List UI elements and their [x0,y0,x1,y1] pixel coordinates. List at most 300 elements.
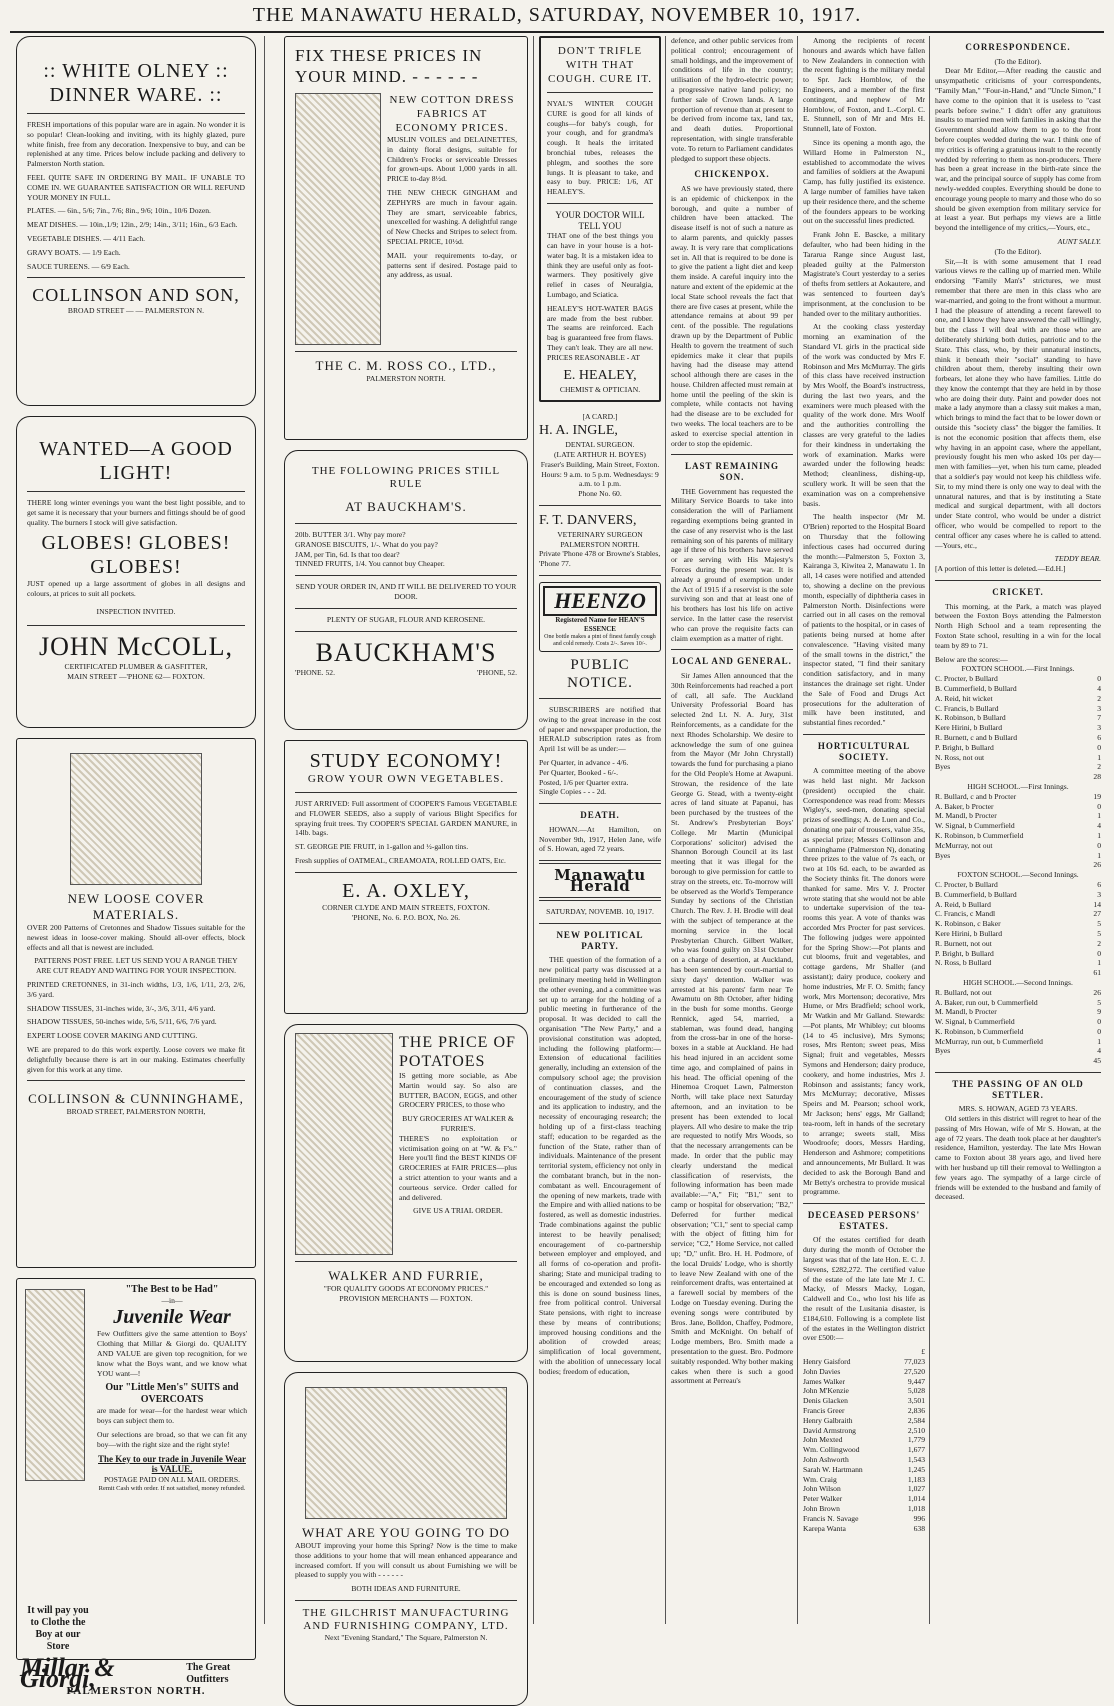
estate-row-value: 1,018 [907,1503,925,1513]
score-row-label: A. Baker, run out, b Cummerfield [935,997,1038,1007]
olney-title: :: WHITE OLNEY :: DINNER WARE. :: [43,60,229,106]
score-row [935,939,1101,949]
score-row-label: K. Robinson, c Baker [935,919,1001,929]
party-body: THE question of the formation of a new political party was discussed at a preliminary meeting held in Wellington the other evening, and a committee was set up to arrange for the holding of a public meeting in furtherance of the proposal. It was decided to call the organisation "The New Party," and a provisional constitution was adopted, including the following platform:—Extension of educational facilities generally, including an extension of the compulsory school age; the provision of continuation classes, and the encouragement of the study of science and its application to industry, and the necessity of encouraging research; the holding up of a first-class teaching staff; education to be regarded as the function of the State, rather than of individuals. Maintenance of the present territorial system, efficiency not only in the combatant branch, but in the non-combatant as well. Encouragement of the opening of new markets, trade with the Empire and with allied nations to be fostered, as well as domestic industries. Trade combinations against the public interest to be heavily penalised; encouragement of co-partnership between employer and employed, and all forms of co-operation and profit-sharing; State and municipal trading to be encouraged and extended so long as this is done on sound business lines, free from political control. Universal State pensions, with right to increase these by means of contributions; improved housing conditions and the abolition of crowded areas; simplification of local government, with the abolition of unnecessary local bodies; freedom of education, [539,955,661,1376]
horticultural-heading: HORTICULTURAL SOCIETY. [817,740,911,762]
cover-title: NEW LOOSE COVER MATERIALS. [67,891,205,922]
estate-row [803,1406,925,1416]
ross-check: THE NEW CHECK GINGHAM and ZEPHYRS are much in favour again. They are smart, serviceable fabrics, unexcelled for washing. A delightful range of New Checks and Stripes to select from. SPECIAL PRICE, 10½d. [387,187,517,246]
willard-home-para: Since its opening a month ago, the Willard Home in Palmerston N., established to accommodate the wives and families of soldiers at the Awapuni Camp, has fully justified its existence. A large number of families have taken up their residence there, and the scheme of the founders appears to be working out on the successful lines predicted. [803,137,925,226]
ross-mail: MAIL your requirements to-day, or patterns sent if desired. Postage paid to any address, as usual. [387,250,517,280]
column-rule [665,36,666,1624]
estate-row-label: John Mexted [803,1435,843,1445]
heenzo-ad [539,582,661,652]
bauckham-plenty: PLENTY OF SUGAR, FLOUR AND KEROSENE. [326,614,486,624]
letter-2: Sir,—It is with some amusement that I read various views re the calling up of married men. While endorsing "Family Man's" strictures, we must remember that there are men in this class who are war-married, and going to the front without a murmur. I had the pleasure of attending a recent farewell to one, and I know they have answered the call willingly, but the class I will deal with are those who are deliberately shirking both duties, patriotic and to the State. This class, who, by their unnatural instincts, think it beneath their "social" standing to have children about them, thereby insulting their own forbears, let alone they who have families. Little do they know the contempt that they are held in by those who are doing their duty. Paint and powder does not make a lady anymore than a classy suit makes a man, which brings to mind the fact that to be lower down or outside this "society class" the bigger the families. It is not the economic position that affects them, else why having in an appoint case, where the appellant, previously fought his men who asked 10s per day—men with families—yet, when his turn came, pleaded that a soldier's pay would not keep his childless wife. Sir, to my mind there is only one way to deal with the unnatural natures, and that is by instituting a State medical and surgical department, with all doctors under State control, who would be under a district officer, who would be compelled to report to the central officer any cases where he is called to attend.—Yours, etc., [935,256,1101,550]
estate-row-value: 638 [913,1523,925,1533]
estate-row-value: 1,677 [907,1445,925,1455]
estate-row-label: Henry Gaisford [803,1356,851,1366]
olney-shop: COLLINSON AND SON, [32,285,240,306]
notice-rate-3: Posted, 1/6 per Quarter extra. [539,777,629,787]
estate-row [803,1494,925,1504]
score-row-label: Byes [935,762,951,772]
gilchrist-ad [284,1372,528,1706]
score-row [935,998,1101,1008]
potatoes-body: IS getting more sociable, as Abe Martin would say. So also are BUTTER, BACON, EGGS, and other GROCERY PRICES, to those who [399,1071,517,1110]
estate-row-value: 27,520 [904,1366,925,1376]
ingle-name: H. A. INGLE, [539,423,618,439]
score-row-label: M. Mandl, b Procter [935,811,997,821]
ross-title: FIX THESE PRICES IN YOUR MIND. - - - - - - [295,46,483,86]
olney-address: BROAD STREET — — PALMERSTON N. [67,306,205,316]
score-row-value: 19 [1093,791,1101,801]
oxley-address: CORNER CLYDE AND MAIN STREETS, FOXTON. [322,902,490,912]
danvers-sub: VETERINARY SURGEON [557,529,643,539]
score-row-label: B. Cummerfield, b Bullard [935,889,1017,899]
healey-bags: HEALEY'S HOT-WATER BAGS are made from the best rubber. The seams are reinforced. Each bag is guaranteed free from flaws. They can't leak. They are all new. PRICES REASONABLE - AT [547,303,653,362]
pound-sign: £ [921,1347,925,1357]
public-notice-title: PUBLIC NOTICE. [567,657,633,692]
score-row-value: 3 [1097,723,1101,733]
party-heading: NEW POLITICAL PARTY. [556,930,644,951]
passing-body: Old settlers in this district will regret to hear of the passing of Mrs Howan, wife of Mr S. Howan, at the age of 72 years. The death took place at her daughter's residence, Hamilton, yesterday. The late Mrs Howan came to Foxton about 38 years ago, and lived here with her husband up till their removal to Wellington a few years ago. The sympathy of a large circle of friends will be extended to the husband and family of deceased. [935,1114,1101,1202]
ross-address: PALMERSTON NORTH. [366,374,446,383]
honours-para: Among the recipients of recent honours and awards which have fallen to New Zealanders in connection with the recent fighting is the military medal to Spr. Jack Hornblow, of the Engineers, and a member of the first contingent, and nephew of Mr Hornblow, of Foxton, and L.-Corpl. C. E. Stunnell, son of Mr and Mrs H. Stunnell, late of Foxton. [803,36,925,134]
masthead: THE MANAWATU HERALD, SATURDAY, NOVEMBER 10, 1917. [252,4,862,26]
estate-row-label: Francis N. Savage [803,1513,859,1523]
score-row-value: 27 [1093,909,1101,919]
estate-row-label: Sarah W. Hartmann [803,1464,863,1474]
olney-meat: MEAT DISHES. — 10in.,1/9; 12in., 2/9; 14in., 3/11; 16in., 6/3 Each. [27,220,238,230]
signature-1: AUNT SALLY. [1057,236,1101,246]
herald-title: Manawatu Herald [554,866,646,895]
light-body: THERE long winter evenings you want the best light possible, and to get same it is necessary that your burners and fittings should be of good quality. The burners I stock will give satisfaction. [27,498,245,527]
score-row-label: R. Burnett, c and b Bullard [935,732,1018,742]
danvers-address: PALMERSTON NORTH. [560,539,640,549]
column-4 [671,36,793,1624]
ross-ad [284,36,528,440]
column-rule [533,36,534,1624]
juvenile-selection: Our selections are broad, so that we can fit any boy—with the right size and the right style! [97,1429,247,1449]
estate-row-label: John Brown [803,1503,840,1513]
score-row-value: 0 [1097,1026,1101,1036]
millar-outfitters: The Great Outfitters [186,1662,231,1685]
armchair-illustration [70,753,202,885]
score-row-label: R. Bullard, not out [935,987,992,997]
estate-row [803,1465,925,1475]
olney-ad [16,36,256,406]
signature-2: TEDDY BEAR. [1054,554,1101,564]
score-row-label: P. Bright, b Bullard [935,742,994,752]
score-row-value: 6 [1097,879,1101,889]
cover-printed: PRINTED CRETONNES, in 31-inch widths, 1/3, 1/6, 1/11, 2/3, 2/6, 3/6 yard. [27,979,245,999]
score-row-value: 2 [1097,693,1101,703]
local-general-heading: LOCAL AND GENERAL. [672,656,792,667]
foxton-first-title: FOXTON SCHOOL.—First Innings. [961,664,1075,674]
to-editor-1: (To the Editor). [994,56,1042,66]
cover-prepared: WE are prepared to do this work expertly. Loose covers we make fit delightfully because there is art in our making. Estimates cheerfully given for this work at any time. [27,1044,245,1074]
nyal-body: NYAL'S WINTER COUGH CURE is good for all kinds of coughs—for baby's cough, for your cough, and for grandma's cough. It heals the irritated bronchial tubes, releases the phlegm, and soothes the sore lungs. It is pleasant to take, and easy to buy. PRICE: 1/6, AT HEALEY'S. [547,99,653,197]
score-row [935,1027,1101,1037]
estate-row [803,1377,925,1387]
score-row [935,723,1101,733]
correspondence-heading: CORRESPONDENCE. [965,42,1071,52]
olney-gravy: GRAVY BOATS. — 1/9 Each. [27,247,121,257]
score-row [935,929,1101,939]
death-body: HOWAN.—At Hamilton, on November 9th, 1917, Helen Jane, wife of S. Howan, aged 72 years. [539,824,661,854]
score-row-value: 0 [1097,801,1101,811]
foxton-second-total: 61 [1093,968,1101,978]
gilchrist-title: WHAT ARE YOU GOING TO DO [301,1525,511,1540]
boy-illustration [25,1289,85,1481]
score-row [935,880,1101,890]
score-row [935,753,1101,763]
estate-row [803,1514,925,1524]
doctor-body: THAT one of the best things you can have in your house is a hot-water bag. It is a mistaken idea to think they are useful only as foot-warmers. They positively give relief in cases of Neuralgia, Lumbago, and Sciatica. [547,231,653,299]
estate-row [803,1475,925,1485]
ross-body: MUSLIN VOILES and DELAINETTES, in dainty floral designs, suitable for Children's Frocks or serviceable Dresses for grown-ups. About 1,000 yards in all. PRICE to-day 8½d. [387,135,517,184]
score-row-value: 26 [1093,987,1101,997]
ingle-hours: Hours: 9 a.m. to 5 p.m. Wednesdays: 9 a.m. to 1 p.m. [541,469,659,489]
passing-sub: MRS. S. HOWAN, AGED 73 YEARS. [958,1104,1078,1114]
walker-furrie-motto: "FOR QUALITY GOODS AT ECONOMY PRICES." [323,1284,489,1293]
estate-row-value: 2,836 [907,1405,925,1415]
olney-veg: VEGETABLE DISHES. — 4/11 Each. [27,233,146,243]
cover-shadow-1: SHADOW TISSUES, 31-inches wide, 3/-, 3/6, 3/11, 4/6 yard. [27,1003,216,1013]
estate-row [803,1396,925,1406]
juvenile-title: Juvenile Wear [113,1306,231,1329]
high-second-total: 45 [1093,1056,1101,1066]
ross-subtitle: NEW COTTON DRESS FABRICS AT ECONOMY PRICES. [389,94,515,134]
cooking-class-para: At the cooking class yesterday morning an examination of the Standard VI. girls in the practical side of the work was conducted by Mrs F. Robinson and Mrs McMurray. The girls of this class have received instruction by Mrs Woolf, the Board's instructress, during the last two years, and the examiners were much pleased with the quality of the work done. Mrs Woolf and the authorities controlling the classes are very grateful to the ladies for their kindness in undertaking the work of examination. Marks were awarded under the following heads: Method; cleanliness, dishing-up, scullery work. It will be seen that the examination was on a comprehensive basis. [803,322,925,508]
score-row [935,1017,1101,1027]
juvenile-body: Few Outfitters give the same attention to Boys' Clothing that Millar & Giorgi do. QUALITY AND VALUE are given top recognition, for we know what the Boys want, and we know what YOU want—! [97,1329,247,1378]
health-inspector-para: The health inspector (Mr M. O'Brien) reported to the Hospital Board on Thursday that the following infectious cases had occurred during the month:—Palmerston 5, Foxton 3, Kairanga 3, Kiwitea 2, Manawatu 1. In all, 14 cases were notified and attended to, showing a decline on the previous month, especially of diphtheria cases in Palmerston North. Disinfections were carried out in all cases on the removal of patients to the hospital, or in cases of patients being nursed at home after convalescence. "Having visited many of the small towns in the district," the inspector stated, "I find their sanitary condition satisfactory, and in many instances the drainage set right. Under the Sale of Food and Drugs Act prosecutions for the adulteration of milk have been instituted, and substantial fines recorded." [803,512,925,728]
score-row-label: W. Signal, b Cummerfield [935,821,1015,831]
column-rule [929,36,930,1624]
light-title: WANTED—A GOOD LIGHT! [39,438,233,484]
estate-row [803,1504,925,1514]
score-row-label: Byes [935,1046,951,1056]
cover-shadow-2: SHADOW TISSUES, 50-inches wide, 5/6, 5/11, 6/6, 7/6 yard. [27,1017,217,1027]
estate-row-value: 996 [913,1513,925,1523]
potatoes-trial: GIVE US A TRIAL ORDER. [413,1206,503,1216]
score-row-label: Kere Hirini, b Bullard [935,723,1003,733]
cover-patterns: PATTERNS POST FREE. LET US SEND YOU A RANGE THEY ARE CUT READY AND WAITING FOR YOUR INSPECTION. [34,956,238,976]
juvenile-postage: POSTAGE PAID ON ALL MAIL ORDERS. [103,1474,241,1484]
estate-row [803,1524,925,1534]
score-row-label: Kere Hirini, b Bullard [935,928,1003,938]
bauckham-at: AT BAUCKHAM'S. [345,499,467,514]
score-row [935,949,1101,959]
heenzo-tag: One bottle makes a pint of finest family cough and cold remedy. Costs 2/-. Saves 10/-. [544,634,656,648]
estate-row [803,1426,925,1436]
olney-sauce: SAUCE TUREENS. — 6/9 Each. [27,261,130,271]
column-1 [16,36,256,1697]
estate-row-label: Denis Glacken [803,1396,848,1406]
heenzo-logo: HEENZO [543,586,657,616]
deceased-estates-body: Of the estates certified for death duty during the month of October the largest was that of the late Hon. E. C. J. Stevens, £282,272. The certified value of the estate of the late late Mr J. C. Macky, of Messrs Macky, Logan, Caldwell and Co., who lost his life as the result of the Lusitania disaster, is £184,610. Following is a complete list of the estates in the Wellington district over £500:— [803,1235,925,1343]
score-row-value: 7 [1097,713,1101,723]
interior-illustration [305,1387,507,1519]
man-portrait-illustration [295,1033,393,1255]
card-label: [A CARD.] [582,412,618,422]
score-row-label: C. Francis, c Mandl [935,909,996,919]
bauckham-phone-left: 'PHONE. 52. [295,667,335,677]
juvenile-best: "The Best to be Had" [125,1284,219,1295]
score-row-value: 3 [1097,703,1101,713]
estate-row-value: 1,014 [907,1494,925,1504]
cricket-body: This morning, at the Park, a match was played between the Foxton Boys attending the Palmerston North High School and a team representing the Foxton State school, resulting in a win for the local team by 89 to 71. [935,601,1101,650]
estate-row-value: 9,447 [907,1376,925,1386]
millar-address: PALMERSTON NORTH. [66,1685,206,1697]
score-row [935,694,1101,704]
score-row-label: McMurray, not out [935,840,993,850]
estate-row-value: 5,028 [907,1386,925,1396]
potatoes-buy: BUY GROCERIES AT WALKER & FURRIE'S. [402,1114,514,1133]
score-row-label: C. Procter, b Bullard [935,674,998,684]
estate-row-label: John Ashworth [803,1454,849,1464]
ingle-phone: Phone No. 60. [578,489,622,499]
passing-heading: THE PASSING OF AN OLD SETTLER. [952,1079,1084,1100]
loose-cover-ad [16,738,256,1268]
score-row-value: 1 [1097,830,1101,840]
estate-row [803,1386,925,1396]
juvenile-side [25,1285,91,1653]
bauckham-price-4: TINNED FRUITS, 1/4. You cannot buy Cheaper. [295,559,445,569]
bauckham-shop: BAUCKHAM'S [315,637,497,667]
mccoll-sub: CERTIFICATED PLUMBER & GASFITTER, [64,661,208,671]
score-row-value: 0 [1097,840,1101,850]
score-row-value: 0 [1097,1017,1101,1027]
score-row [935,713,1101,723]
estate-row-value: 2,510 [907,1425,925,1435]
danvers-phone: Private 'Phone 478 or Browne's Stables, 'Phone 77. [539,549,661,569]
score-row-value: 5 [1097,997,1101,1007]
notice-rate-2: Per Quarter, Booked - 6/-. [539,767,618,777]
globes-heading: GLOBES! GLOBES! GLOBES! [41,532,231,579]
score-row-label: R. Burnett, not out [935,938,992,948]
gilchrist-both: BOTH IDEAS AND FURNITURE. [351,1584,461,1594]
estate-row-label: John M'Kenzie [803,1386,849,1396]
masthead-rule [10,31,1104,33]
score-row [935,811,1101,821]
juvenile-in: —in— [161,1295,183,1305]
score-row-value: 14 [1093,899,1101,909]
cover-expert: EXPERT LOOSE COVER MAKING AND CUTTING. [27,1031,198,1041]
score-row-label: A. Baker, b Procter [935,801,994,811]
score-row [935,831,1101,841]
score-row-label: R. Bullard, c and b Procter [935,791,1017,801]
ross-shop: THE C. M. ROSS CO., LTD., [315,358,497,373]
score-row-value: 9 [1097,1007,1101,1017]
local-general-body: Sir James Allen announced that the 30th Reinforcements had reached a port of call, all safe. The Auckland University Professorial Board has selected 2nd Lt. N. A. Jury, 31st Reinforcements, as a candidate for the next Rhodes Scholarship. We desire to acknowledge the sum of one guinea from the Mayor (Mr John Chrystall) towards the fund for purchasing a piano for the Old People's Home at Awapuni. Strowan, the residence of the late George G. Stead, with a twenty-eight acres of land situate at Papanui, has been purchased by the trustees of the St. Andrew's Presbyterian Boys' College. Mr Martin (Municipal Corporations' solicitor) advised the Shannon Borough Council at its last meeting that it was illegal for the borough to give permission for cattle to stray on the streets, etc. To-morrow will be observed as the World's Temperance Sunday by sections of the Christian Church. The Rev. J. H. Brodie will deal with the subject of temperance at the morning service in the local Presbyterian Church. Gilbert Walker, who was found guilty on 31st October on a charge of desertion, at Auckland, has been sentenced by court-martial to sixty days' detention. Walker was arrested at his parents' farm near Te Awamutu on 8th October, after hiding in the bush for some months. George Rennick, aged 54, married, a stableman, was found dead, hanging from the cross-bar in one of the horse-boxes in a stable at Auckland. He had his head injured in an accident some time ago, and complained of pains in his head. The official opening of the Hinemoa Croquet Lawn, Palmerston North, will take place next Saturday afternoon, and an invitation to be present has been extended to local players. All who desire to make the trip are requested to notify Mrs Woods, so that the necessary arrangements can be made. In order that the public may clearly understand the medical classification of reservists, the following information has been made available:—"A," Fit; "B1," sent to camp or hospital for observation; "B2," Deferred for further medical observation; "C1," sent to special camp with the object of fitting him for service; "C2," Home Service, not called up; "D," unfit. Bro. H. H. Podmore, of the local Druids' Lodge, who is shortly to leave New Zealand with one of the reinforcement drafts, was entertained at a farewell social by members of the Lodge on Tuesday evening. During the evening songs were contributed by Bros. Jane, Bolldon, Chaffey, Podmore, Smith and McKnight. On behalf of Lodge members, Bro. Smith made a presentation to the guest. Bro. Podmore suitably responded. Why bother making cakes when there is such a good assortment at Perreau's [671,671,793,1386]
heenzo-sub: Registered Name for HEAN'S ESSENCE [555,616,645,634]
estate-row-value: 1,245 [907,1464,925,1474]
estate-row [803,1455,925,1465]
score-row [935,919,1101,929]
walker-furrie-ad [284,1024,528,1362]
cricket-heading: CRICKET. [992,587,1044,598]
score-row-value: 0 [1097,674,1101,684]
estate-row-label: Peter Walker [803,1494,843,1504]
girl-dress-illustration [295,93,381,345]
score-row-label: K. Robinson, b Cummerfield [935,830,1024,840]
potatoes-no-exploit: THERE'S no exploitation or victimisation going on at "W. & F's." Here you'll find the BEST KINDS OF GROCERIES at FAIR PRICES—plus a strict attention to your wants and a courteous service. Order called for and delivered. [399,1133,517,1202]
millar-giorgi-logo: Millar & Giorgi, [20,1653,115,1693]
estate-row-value: 2,584 [907,1415,925,1425]
score-row-label: A. Reid, hit wicket [935,693,993,703]
foxton-first-innings [935,674,1101,772]
bauckham-price-3: JAM, per Tin, 6d. Is that too dear? [295,549,400,559]
score-row-value: 4 [1097,821,1101,831]
last-son-body: THE Government has requested the Military Service Boards to take into consideration the will of Parliament regarding exemptions being granted in the case of any reservist who is the last remaining son of his parents of military age if three of his brothers have served or are serving with His Majesty's Forces during the present war. It is already a ground of exemption under the Act of 1915 if a reservist is the sole surviving son and that at least one of his brothers has lost his life on active service. In the latter case the reservist who can prove the requisite facts can claim exemption as a matter of right. [671,486,793,643]
globes-body: JUST opened up a large assortment of globes in all designs and colours, at prices to suit all pockets. [27,579,245,599]
score-row [935,900,1101,910]
death-heading: DEATH. [580,810,620,821]
high-first-total: 26 [1093,860,1101,870]
score-row [935,841,1101,851]
inspection-line: INSPECTION INVITED. [96,606,176,616]
score-row-value: 4 [1097,1046,1101,1056]
study-title: STUDY ECONOMY! [309,750,503,772]
score-row-value: 2 [1097,762,1101,772]
bauckham-price-1: 20lb. BUTTER 3/1. Why pay more? [295,530,406,539]
column-rule [797,36,798,1624]
healey-sub: CHEMIST & OPTICIAN. [559,384,641,394]
letter-1: Dear Mr Editor,—After reading the caustic and unsympathetic criticisms of your correspondents, "Family Man," "Four-in-Hand," and "Uncle Simon," I have come to the opinion that it is useless to "cast pearls before swine." I didn't offer any gratuitous insults to married men with families in asking that the Government should allow them to go to the front before couples wedded during the war. I think one of my critics is offering a gratuitous insult to the recently wedded by referring to them as non-producers. There has been a great increase in the birth-rate since the war, and the principal source of supply has come from newly-wedded couples. Everything should be done to encourage young people to marry and those who do so should be given exemption from military service for at least a year. But perhaps my views are a little beyond the intelligence of my critics,—Yours, etc., [935,66,1101,233]
score-row-value: 1 [1097,958,1101,968]
score-row [935,909,1101,919]
olney-mail: FEEL QUITE SAFE IN ORDERING BY MAIL. IF UNABLE TO COME IN. WE GUARANTEE SATISFACTION OR WILL REFUND YOUR MONEY IN FULL. [27,172,245,202]
high-first-innings [935,792,1101,861]
score-row-label: Byes [935,850,951,860]
estate-row-label: John Davies [803,1366,841,1376]
score-row-value: 1 [1097,1036,1101,1046]
score-row [935,684,1101,694]
doctor-title: YOUR DOCTOR WILL TELL YOU [555,209,645,231]
herald-date: SATURDAY, NOVEMB. 10, 1917. [546,907,654,917]
study-fruit: ST. GEORGE PIE FRUIT, in 1-gallon and ½-gallon tins. [295,842,469,852]
estate-row-label: James Walker [803,1376,846,1386]
gilchrist-shop: THE GILCHRIST MANUFACTURING AND FURNISHING COMPANY, LTD. [302,1606,510,1632]
score-row-label: C. Procter, b Bullard [935,879,998,889]
oxley-name: E. A. OXLEY, [342,879,470,902]
estate-row-value: 1,183 [907,1474,925,1484]
score-row-label: K. Robinson, b Cummerfield [935,1026,1024,1036]
score-row [935,890,1101,900]
column-rule [264,36,265,1624]
bauckham-send: SEND YOUR ORDER IN, AND IT WILL BE DELIVERED TO YOUR DOOR. [295,582,517,601]
cover-address: BROAD STREET, PALMERSTON NORTH, [66,1107,206,1117]
nyal-title: DON'T TRIFLE WITH THAT COUGH. CURE IT. [547,45,652,85]
bauckham-phone-right: 'PHONE, 52. [477,667,517,677]
estate-row-label: John Wilson [803,1484,841,1494]
score-row-label: K. Robinson, b Bullard [935,713,1006,723]
score-row-value: 2 [1097,938,1101,948]
foxton-first-total: 28 [1093,772,1101,782]
juvenile-suits-body: are made for wear—for the hardest wear which boys can subject them to. [97,1406,247,1426]
juvenile-key: The Key to our trade in Juvenile Wear is VALUE. [98,1453,246,1475]
public-notice-body: SUBSCRIBERS are notified that owing to the great increase in the cost of paper and newspaper production, the HERALD subscription rates as from April 1st will be as under:— [539,705,661,754]
score-row [935,1037,1101,1047]
score-row [935,733,1101,743]
estate-row-label: Karepa Wanta [803,1523,846,1533]
juvenile-suits: Our "Little Men's" SUITS and OVERCOATS [105,1382,239,1406]
score-row-value: 5 [1097,928,1101,938]
ingle-late: (LATE ARTHUR H. BOYES) [554,449,646,459]
score-row [935,743,1101,753]
study-subtitle: GROW YOUR OWN VEGETABLES. [307,773,505,785]
score-row-value: 3 [1097,889,1101,899]
score-row [935,958,1101,968]
estate-row-value: 1,027 [907,1484,925,1494]
score-row [935,1046,1101,1056]
editor-note: [A portion of this letter is deleted.—Ed.H.] [935,564,1066,574]
high-second-innings [935,988,1101,1057]
score-row [935,988,1101,998]
defaulter-para: Frank John E. Bascke, a military defaulter, who had been hiding in the Tararua Range since August last, pleaded guilty at the Palmerston Magistrate's Court yesterday to a series of thefts from settlers at Aokautere, and was sentenced to fourteen day's imprisonment, at the conclusion to be handed over to the military authorities. [803,230,925,318]
mccoll-address: MAIN STREET —'PHONE 62— FOXTON. [67,671,205,681]
foxton-second-innings [935,880,1101,968]
mccoll-name: JOHN McCOLL, [39,631,233,661]
ingle-building: Fraser's Building, Main Street, Foxton. [540,459,660,469]
estate-row-label: Henry Galbraith [803,1415,853,1425]
ingle-sub: DENTAL SURGEON. [565,440,635,450]
juvenile-remit: Remit Cash with order. If not satisfied, money refunded. [98,1484,246,1492]
estate-row [803,1445,925,1455]
score-row [935,821,1101,831]
estates-list [803,1357,925,1533]
estate-row-value: 1,779 [907,1435,925,1445]
gilchrist-body: ABOUT improving your home this Spring? Now is the time to make those additions to your home that will mean enhanced appearance and increased comfort. If you will consult us about Furnishing we will be pleased to supply you with - - - - - - [295,1541,517,1580]
score-row-label: A. Reid, b Bullard [935,899,991,909]
score-row-value: 6 [1097,732,1101,742]
score-row [935,1007,1101,1017]
score-row [935,762,1101,772]
healey-ad [539,36,661,402]
potatoes-title: THE PRICE OF POTATOES [399,1034,516,1070]
score-row-label: M. Mandl, b Procter [935,1007,997,1017]
score-row-value: 1 [1097,752,1101,762]
danvers-name: F. T. DANVERS, [539,512,637,528]
estate-row-value: 77,023 [904,1356,925,1366]
notice-rate-4: Single Copies - - - 2d. [539,787,607,797]
score-row-value: 1 [1097,850,1101,860]
score-row-label: W. Signal, b Cummerfield [935,1017,1015,1027]
scores-intro: Below are the scores:— [935,654,1008,664]
estate-row-value: 1,543 [907,1454,925,1464]
oxley-phone: 'PHONE, No. 6. P.O. BOX, No. 26. [351,912,461,922]
estate-row [803,1357,925,1367]
estate-row-label: Wm. Craig [803,1474,837,1484]
score-row-label: N. Ross, b Bullard [935,958,992,968]
score-row-label: B. Cummerfield, b Bullard [935,684,1017,693]
party-continued: defence, and other public services from political control; encouragement of small holdings, and the improvement of conditions of life in the country; utilisation of the hydro-electric power; a progressive native land policy; no further sale of Crown lands. A large proportion of revenue than at present to be derived from income tax, land tax, and death duties. Proportional representation, with single transferable vote. To return to Parliament candidates pledged to support these objects. [671,36,793,163]
healey-name: E. HEALEY, [563,367,637,383]
cover-shop: COLLINSON & CUNNINGHAME, [28,1091,244,1107]
estate-row [803,1416,925,1426]
estate-row-label: Francis Greer [803,1405,845,1415]
walker-furrie-address: PROVISION MERCHANTS — FOXTON. [339,1293,473,1303]
estate-row-label: David Armstrong [803,1425,856,1435]
mccoll-ad [16,416,256,728]
estate-row-label: Wm. Collingwood [803,1445,860,1455]
notice-rate-1: Per Quarter, in advance - 4/6. [539,758,629,768]
walker-furrie-shop: WALKER AND FURRIE, [328,1268,484,1283]
bauckham-ad [284,450,528,730]
olney-body: FRESH importations of this popular ware are in again. No wonder it is so popular! Clean-looking and inviting, with its highly glazed, pure white finish, free from any decoration. Inexpensive to buy, and can be replenished at any time. Prices below include packing and delivery to Palmerston North station. [27,120,245,169]
